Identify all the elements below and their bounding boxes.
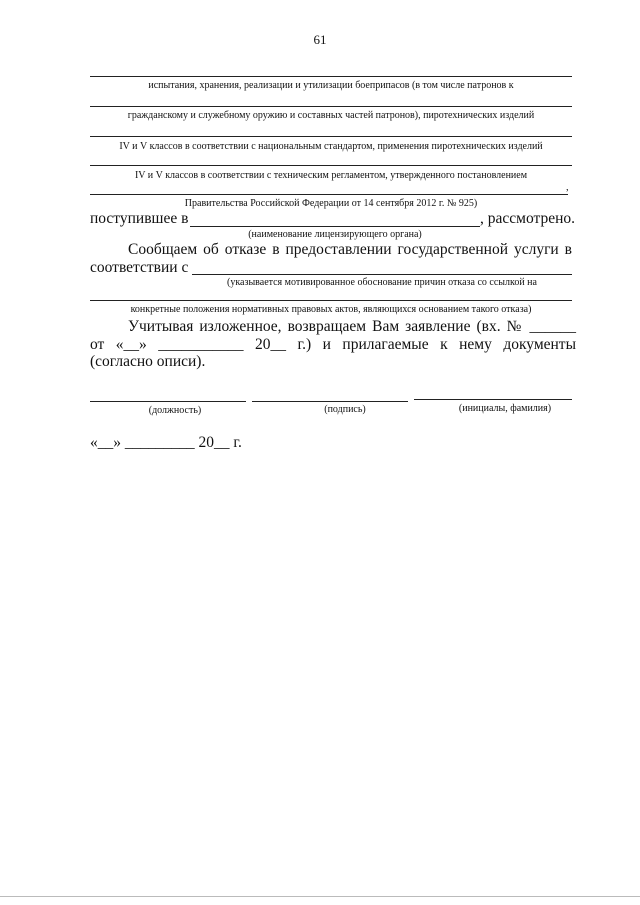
fill-line	[90, 136, 572, 137]
position-caption: (должность)	[148, 405, 202, 416]
received-suffix: , рассмотрено.	[480, 210, 576, 227]
signature-caption: (подпись)	[324, 404, 366, 415]
received-prefix: поступившее в	[90, 210, 189, 227]
refusal-line-2-prefix: соответствии с	[90, 259, 189, 276]
line-comma: ,	[566, 182, 569, 193]
return-line-3: (согласно описи).	[90, 353, 206, 370]
subject-line-3: IV и V классов в соответствии с национальным стандартом, применения пиротехнических изделий	[119, 141, 543, 152]
signature-fill-line	[252, 401, 408, 402]
authority-fill-line	[190, 226, 480, 227]
fill-line	[90, 76, 572, 77]
return-line-1: Учитывая изложенное, возвращаем Вам заявление (вх. № ______	[128, 318, 576, 335]
subject-line-1: испытания, хранения, реализации и утилизации боеприпасов (в том числе патронов к	[148, 80, 514, 91]
reason-fill-line-2	[90, 300, 572, 301]
reason-fill-line	[192, 274, 572, 275]
return-line-2: от «__» ___________ 20__ г.) и прилагаемые к нему документы	[90, 336, 576, 353]
position-fill-line	[90, 401, 246, 402]
subject-line-2: гражданскому и служебному оружию и составных частей патронов), пиротехнических изделий	[127, 110, 535, 121]
date-line: «__» _________ 20__ г.	[90, 434, 242, 451]
fill-line	[90, 165, 572, 166]
subject-line-4: IV и V классов в соответствии с техническим регламентом, утвержденного постановлением	[134, 170, 528, 181]
page-number: 61	[313, 32, 327, 47]
fill-line	[90, 194, 568, 195]
subject-line-5: Правительства Российской Федерации от 14 сентября 2012 г. № 925)	[184, 198, 478, 209]
fill-line	[90, 106, 572, 107]
name-caption: (инициалы, фамилия)	[458, 403, 552, 414]
page-bottom-edge	[0, 896, 640, 897]
authority-caption: (наименование лицензирующего органа)	[248, 229, 422, 240]
reason-caption-2: конкретные положения нормативных правовых актов, являющихся основанием такого отказа)	[130, 304, 532, 315]
name-fill-line	[414, 399, 572, 400]
reason-caption-1: (указывается мотивированное обоснование причин отказа со ссылкой на	[227, 277, 537, 288]
refusal-line-1: Сообщаем об отказе в предоставлении государственной услуги в	[128, 241, 572, 258]
